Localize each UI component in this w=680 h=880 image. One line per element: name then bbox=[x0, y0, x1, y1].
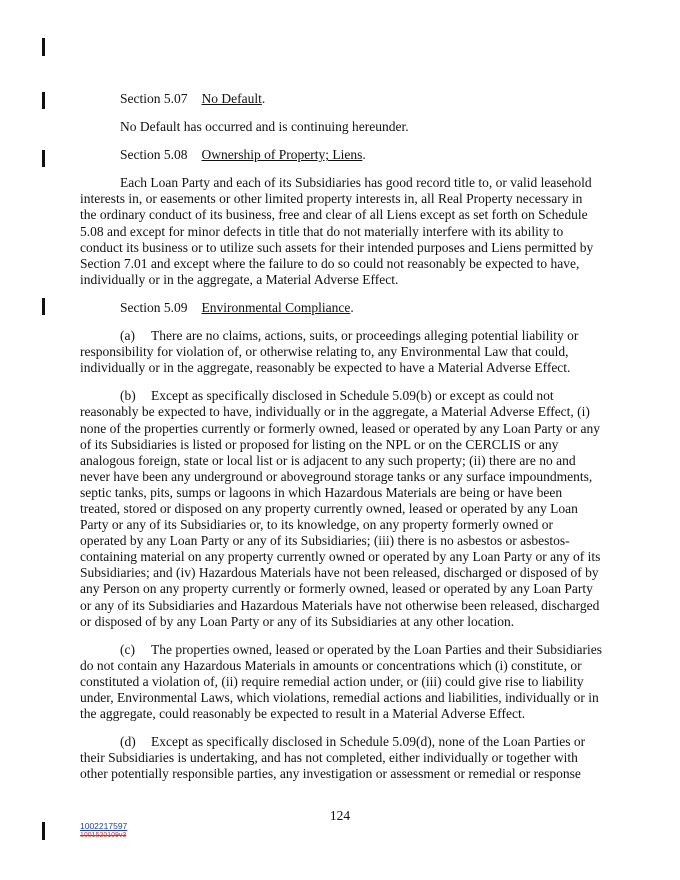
section-number: Section 5.07 bbox=[120, 91, 188, 106]
clause-c: (c) The properties owned, leased or operated by the Loan Parties and their Subsidiaries do not contain any Hazardous Materials in amounts or concentrations which (i) constitute, or constituted a violation of, (ii) require remedial action under, or (iii) could give rise to liability under, Environmental Laws, which violations, remedial actions and liabilities, individually or in the aggregate, could reasonably be expected to result in a Material Adverse Effect. bbox=[80, 641, 602, 722]
section-title: Ownership of Property; Liens bbox=[201, 147, 363, 163]
clause-label: (a) bbox=[120, 328, 135, 344]
clause-label: (b) bbox=[120, 388, 136, 404]
section-number: Section 5.08 bbox=[120, 147, 188, 163]
clause-label: (c) bbox=[120, 641, 135, 657]
section-heading-5-08: Section 5.08 Ownership of Property; Liens. bbox=[120, 147, 366, 163]
doc-id-current: 1002217597 bbox=[80, 821, 128, 831]
clause-a: (a) There are no claims, actions, suits, or proceedings alleging potential liability or responsibility for violation of, or otherwise relating to, any Environmental Law that could, individually or in the aggregate, reasonably be expected to have a Material Adverse Effect. bbox=[80, 328, 579, 376]
change-bar-4 bbox=[42, 298, 45, 315]
section-paragraph: No Default has occurred and is continuing hereunder. bbox=[120, 119, 409, 135]
section-heading-5-07: Section 5.07 No Default. bbox=[120, 91, 266, 106]
change-bar-1 bbox=[42, 38, 45, 56]
page-number: 124 bbox=[329, 808, 351, 823]
clause-b: (b) Except as specifically disclosed in Schedule 5.09(b) or except as could not reasonably be expected to have, individually or in the aggregate, a Material Adverse Effect, (i) none of the properties currently or formerly owned, leased or operated by any Loan Party or any of its Subsidiaries is listed or proposed for listing on the NPL or on the CERCLIS or any analogous foreign, state or local list or is adjacent to any such property; (ii) there are no and never have been any underground or aboveground storage tanks or any surface impoundments, septic tanks, pits, sumps or lagoons in which Hazardous Materials are being or have been treated, stored or disposed on any property currently owned, leased or operated by any Loan Party or any of its Subsidiaries or, to its knowledge, on any property formerly owned or operated by any Loan Party or any of its Subsidiaries; (iii) there is no asbestos or asbestos-containing material on any property currently owned or operated by any Loan Party or any of its Subsidiaries; and (iv) Hazardous Materials have not been released, discharged or disposed of by any Person on any property currently or formerly owned, leased or operated by any Loan Party or any of its Subsidiaries and Hazardous Materials have not otherwise been released, discharged or disposed of by any Loan Party or any of its Subsidiaries at any other location. bbox=[80, 388, 601, 629]
document-body bbox=[80, 91, 602, 794]
doc-id-previous: 1001520109v3 bbox=[80, 832, 127, 839]
clause-label: (d) bbox=[120, 734, 136, 750]
section-title: No Default bbox=[201, 91, 262, 106]
document-id bbox=[80, 821, 127, 841]
section-paragraph: Each Loan Party and each of its Subsidiaries has good record title to, or valid leasehold interests in, or easements or other limited property interests in, all Real Property necessary in the ordinary conduct of its business, free and clear of all Liens except as set forth on Schedule 5.08 and except for minor defects in title that do not materially interfere with its ability to conduct its business or to utilize such assets for their intended purposes and Liens permitted by Section 7.01 and except where the failure to do so could not reasonably be expected to have, individually or in the aggregate, a Material Adverse Effect. bbox=[80, 175, 594, 287]
change-bar-3 bbox=[42, 150, 45, 167]
change-bar-5 bbox=[42, 822, 45, 840]
section-title: Environmental Compliance bbox=[201, 299, 351, 315]
section-heading-5-09: Section 5.09 Environmental Compliance. bbox=[120, 299, 354, 315]
change-bar-2 bbox=[42, 92, 45, 109]
section-number: Section 5.09 bbox=[120, 299, 188, 315]
clause-d: (d) Except as specifically disclosed in Schedule 5.09(d), none of the Loan Parties or their Subsidiaries is undertaking, and has not completed, either individually or together with other potentially responsible parties, any investigation or assessment or remedial or response bbox=[80, 734, 586, 782]
